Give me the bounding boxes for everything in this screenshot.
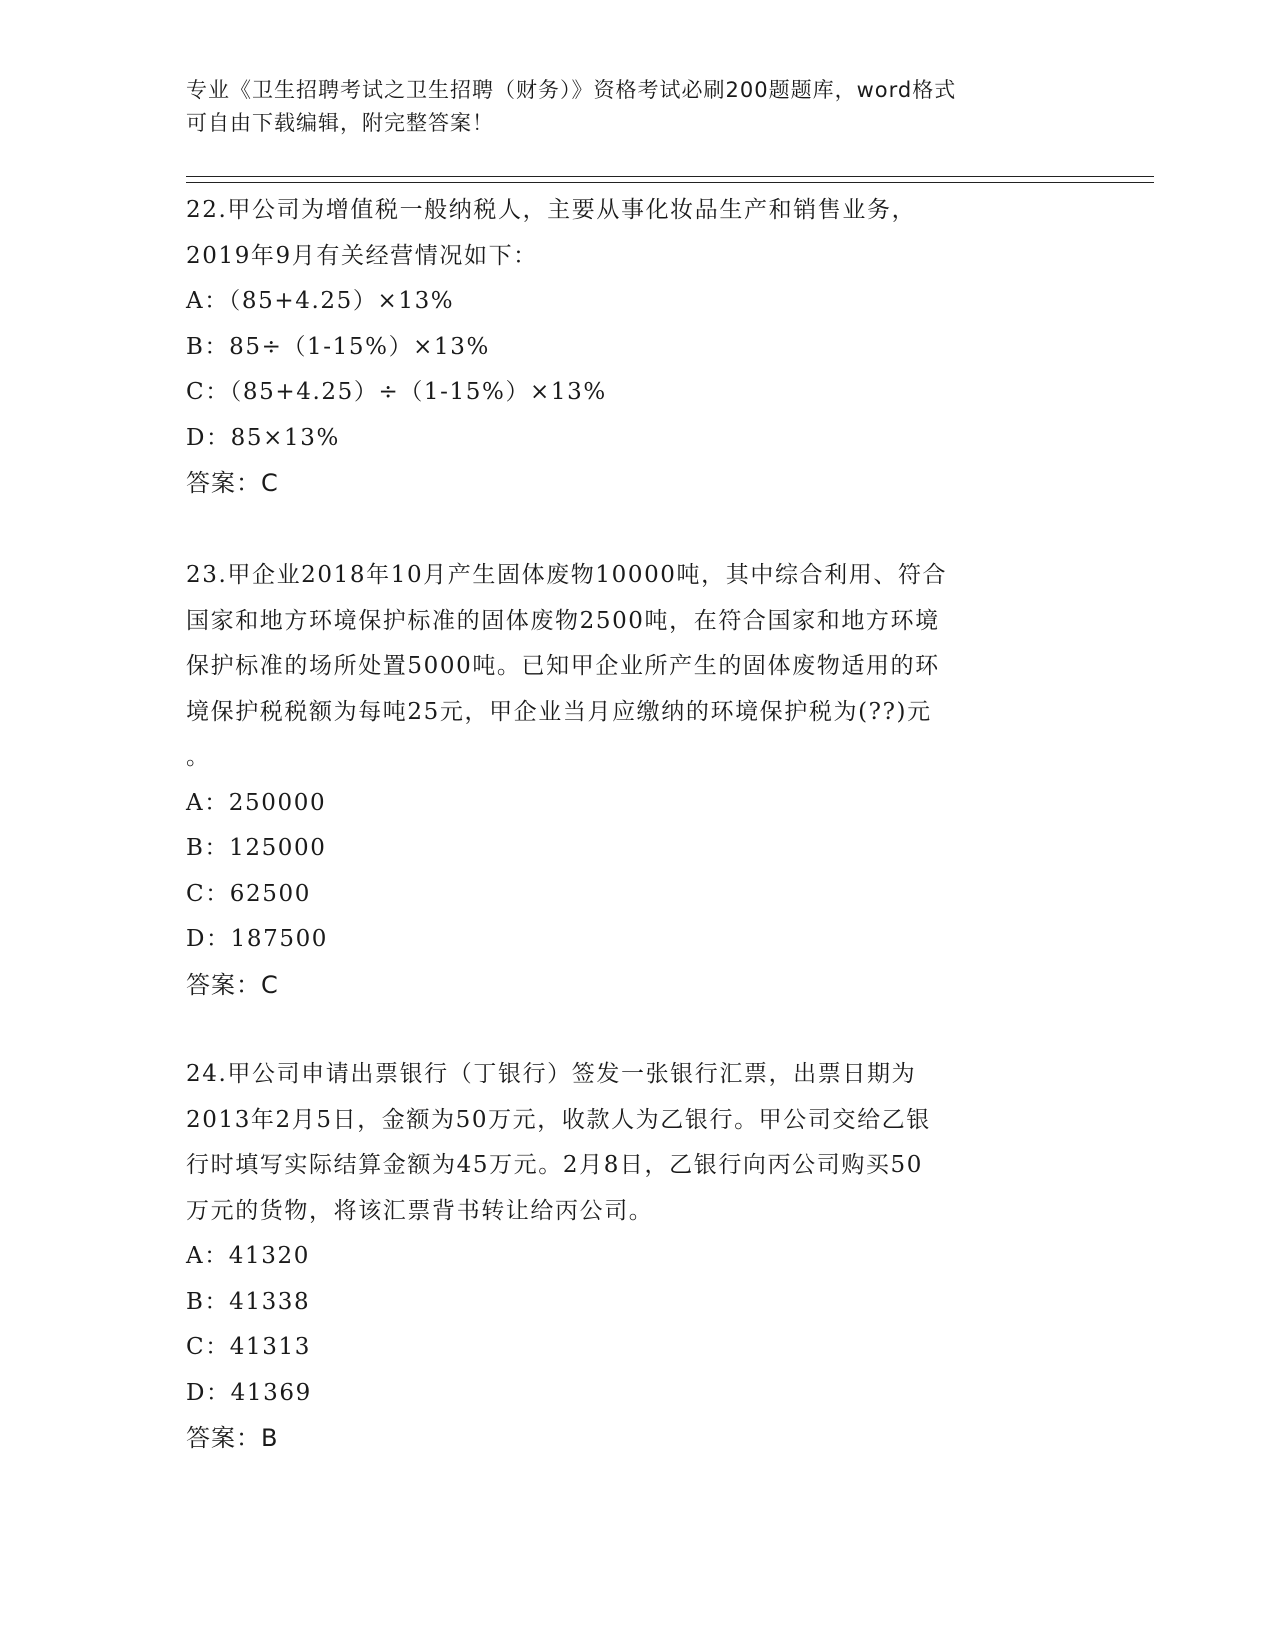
question-stem-line: 2019年9月有关经营情况如下： [186,242,538,269]
option-a: A：250000 [186,789,327,816]
question-24 [186,1052,1086,1462]
answer-line: 答案：C [186,469,279,497]
option-c: C：（85+4.25）÷（1-15%）×13% [186,379,607,405]
option-d: D：187500 [186,926,329,952]
option-d: D：85×13% [186,424,340,451]
question-stem-line: 2013年2月5日，金额为50万元，收款人为乙银行。甲公司交给乙银 [186,1106,931,1133]
question-stem-line: 。 [186,744,211,770]
option-a: A：41320 [186,1243,310,1269]
question-stem-line: 24.甲公司申请出票银行（丁银行）签发一张银行汇票，出票日期为 [186,1061,917,1087]
option-b: B：41338 [186,1288,311,1315]
document-header [186,74,1086,140]
question-stem-line: 23.甲企业2018年10月产生固体废物10000吨，其中综合利用、符合 [186,562,948,588]
answer-line: 答案：B [186,1424,279,1452]
option-d: D：41369 [186,1379,312,1406]
question-stem-line: 保护标准的场所处置5000吨。已知甲企业所产生的固体废物适用的环 [186,653,940,679]
header-divider-top [186,176,1154,177]
question-stem-line: 万元的货物，将该汇票背书转让给丙公司。 [186,1197,654,1224]
question-stem-line: 22.甲公司为增值税一般纳税人，主要从事化妆品生产和销售业务， [186,197,917,223]
question-22 [186,188,1086,507]
option-a: A：（85+4.25）×13% [186,288,455,314]
header-divider-bottom [186,182,1154,183]
question-stem-line: 行时填写实际结算金额为45万元。2月8日，乙银行向丙公司购买50 [186,1152,923,1178]
answer-line: 答案：C [186,970,279,999]
header-line-1: 专业《卫生招聘考试之卫生招聘（财务）》资格考试必刷200题题库，word格式 [186,78,957,102]
option-c: C：62500 [186,880,311,907]
question-23 [186,553,1086,1008]
option-b: B：85÷（1-15%）×13% [186,333,490,360]
header-line-2: 可自由下载编辑，附完整答案！ [186,111,494,135]
question-stem-line: 境保护税税额为每吨25元，甲企业当月应缴纳的环境保护税为(??)元 [186,698,932,725]
question-stem-line: 国家和地方环境保护标准的固体废物2500吨，在符合国家和地方环境 [186,607,940,634]
option-c: C：41313 [186,1334,311,1360]
option-b: B：125000 [186,835,327,861]
